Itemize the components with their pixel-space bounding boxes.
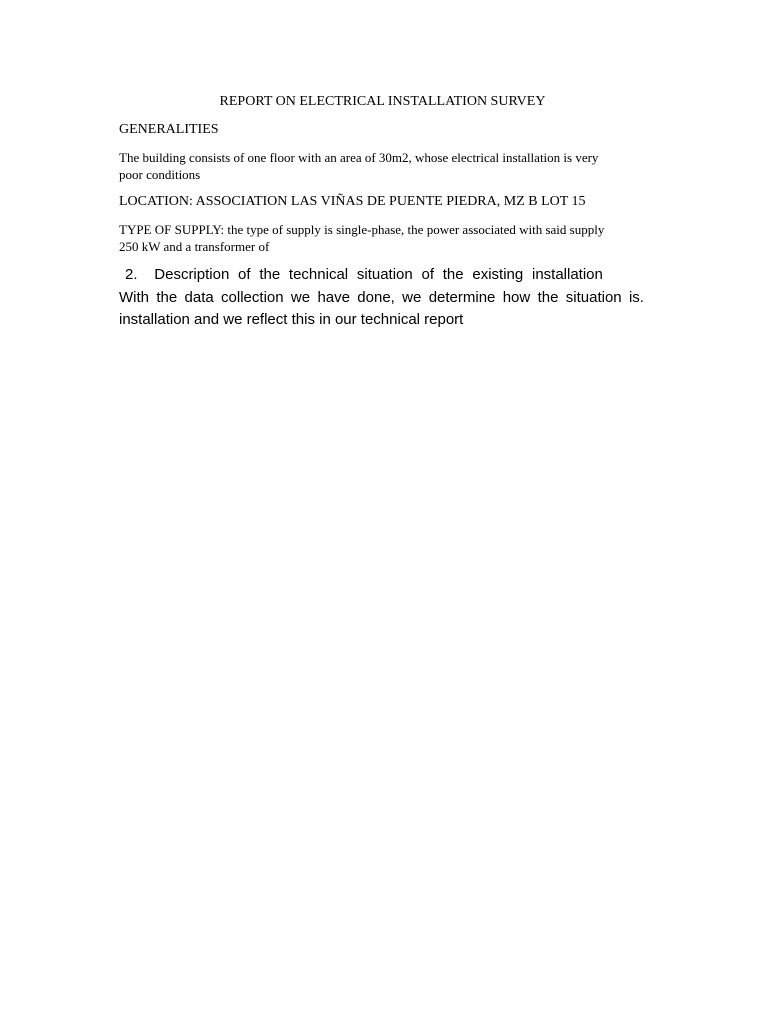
section-2-heading-word: of xyxy=(238,266,251,283)
section-2-body-word: we xyxy=(290,289,311,306)
section-2-heading xyxy=(119,265,603,284)
section-2-body-word: we xyxy=(402,289,422,306)
section-2-heading-word: technical xyxy=(288,266,349,283)
section-2-number: 2. xyxy=(125,266,138,283)
supply-description xyxy=(119,221,649,255)
section-2-body-word: With xyxy=(119,289,149,306)
section-2-body-word: the xyxy=(156,289,178,306)
document-title: REPORT ON ELECTRICAL INSTALLATION SURVEY xyxy=(219,94,546,109)
section-2-body-line-1 xyxy=(119,287,644,309)
section-2-body-word: the xyxy=(537,289,559,306)
section-2-body-word: situation xyxy=(565,289,622,306)
section-2-body-word: determine xyxy=(428,289,496,306)
section-2-body-word: is. xyxy=(628,289,644,306)
building-description xyxy=(119,149,649,183)
section-2-body-word: data xyxy=(184,289,214,306)
section-2-heading-word: existing xyxy=(472,266,524,283)
generalities-heading: GENERALITIES xyxy=(119,122,219,137)
section-2-body xyxy=(119,287,644,331)
section-2-heading-word: situation xyxy=(356,266,413,283)
section-2-heading-word: Description xyxy=(154,266,230,283)
building-description-line-2: poor conditions xyxy=(119,167,201,182)
location-line: LOCATION: ASSOCIATION LAS VIÑAS DE PUENTE PIEDRA, MZ B LOT 15 xyxy=(119,194,586,209)
section-2-heading-word: the xyxy=(442,266,464,283)
section-2-body-word: how xyxy=(502,289,531,306)
section-2-body-word: collection xyxy=(221,289,284,306)
building-description-line-1: The building consists of one floor with an area of 30m2, whose electrical installation is very xyxy=(119,150,599,165)
section-2-heading-word: the xyxy=(259,266,281,283)
section-2-heading-word: installation xyxy=(531,266,603,283)
section-2-body-line-2: installation and we reflect this in our technical report xyxy=(119,311,464,328)
section-2-heading-word: of xyxy=(421,266,435,283)
section-2-body-word: have xyxy=(317,289,350,306)
supply-description-line-2: 250 kW and a transformer of xyxy=(119,239,270,254)
section-2-body-word: done, xyxy=(357,289,395,306)
supply-description-line-1: TYPE OF SUPPLY: the type of supply is single-phase, the power associated with said supply xyxy=(119,222,605,237)
